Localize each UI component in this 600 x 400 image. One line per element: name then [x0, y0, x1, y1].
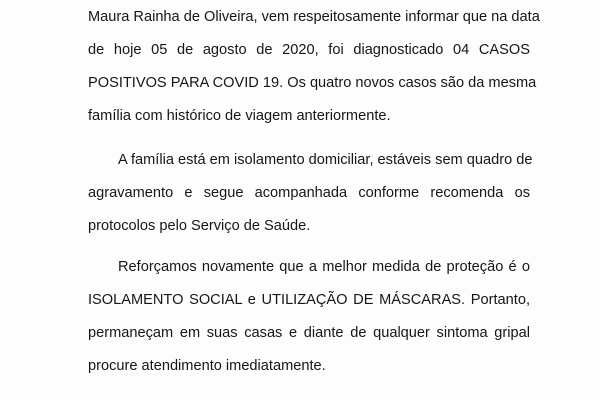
paragraph-3-line-4: procure atendimento imediatamente. [88, 358, 326, 374]
paragraph-1-line-4: família com histórico de viagem anteriormente. [88, 108, 391, 124]
paragraph-3-line-1: Reforçamos novamente que a melhor medida de proteção é o [118, 259, 530, 275]
paragraph-3-line-3: permaneçam em suas casas e diante de qualquer sintoma gripal [88, 325, 530, 341]
paragraph-2-line-3: protocolos pelo Serviço de Saúde. [88, 218, 311, 234]
paragraph-2-line-2: agravamento e segue acompanhada conforme recomenda os [88, 185, 530, 201]
paragraph-3-line-2: ISOLAMENTO SOCIAL e UTILIZAÇÃO DE MÁSCARAS. Portanto, [88, 292, 530, 308]
paragraph-1-line-1: Maura Rainha de Oliveira, vem respeitosamente informar que na data [88, 9, 540, 25]
paragraph-1-line-3: POSITIVOS PARA COVID 19. Os quatro novos casos são da mesma [88, 75, 537, 91]
paragraph-2-line-1: A família está em isolamento domiciliar, estáveis sem quadro de [118, 152, 533, 168]
paragraph-1-line-2: de hoje 05 de agosto de 2020, foi diagnosticado 04 CASOS [88, 42, 530, 58]
